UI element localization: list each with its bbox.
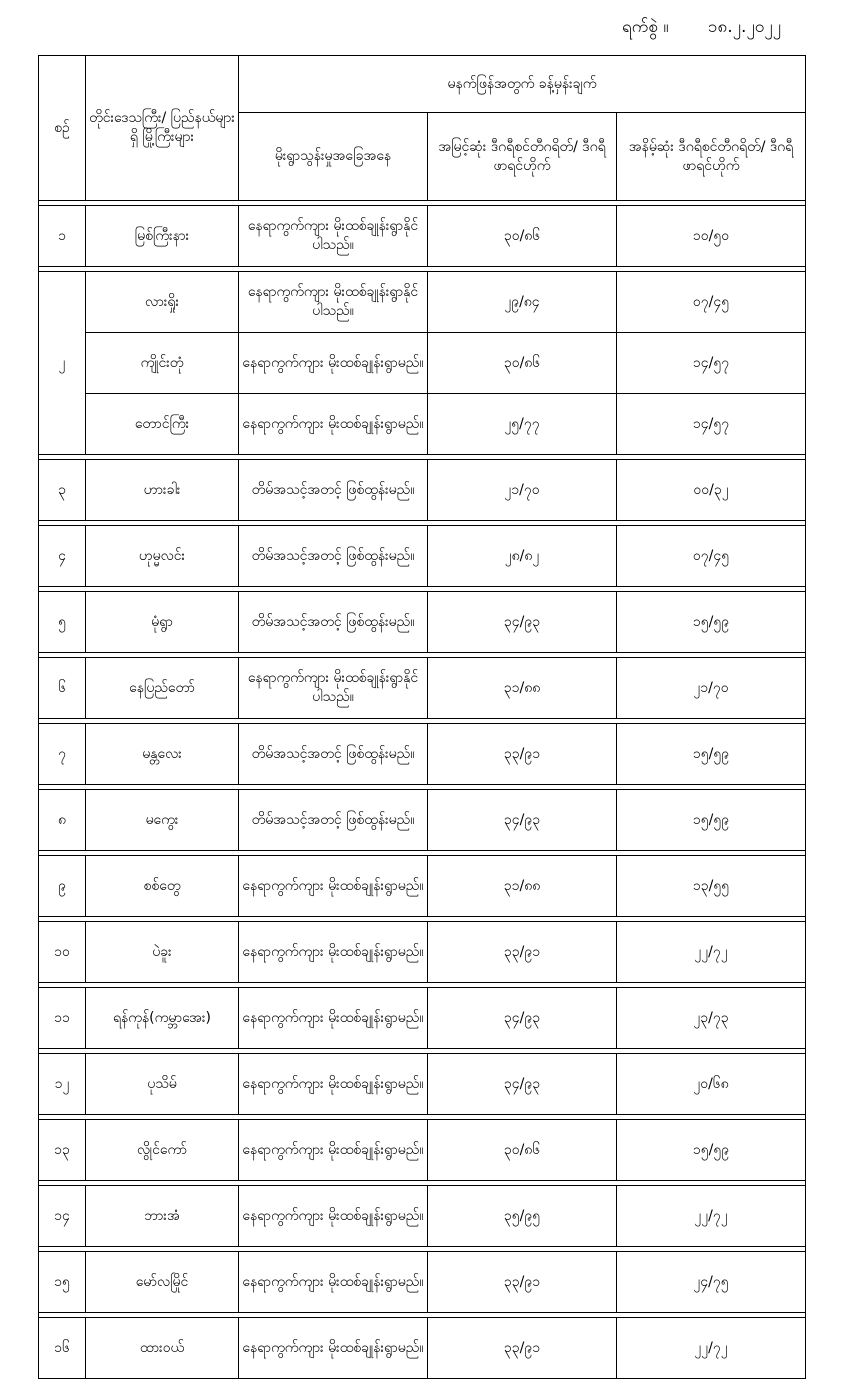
city-cell: ကျိုင်းတုံ <box>86 333 239 394</box>
row-number: ၈ <box>39 790 86 851</box>
row-number: ၁၃ <box>39 1120 86 1181</box>
min-temp-cell: ၁၅/၅၉ <box>617 790 806 851</box>
max-temp-cell: ၃၄/၉၃ <box>428 988 617 1049</box>
table-row <box>39 1120 806 1181</box>
condition-cell: နေရာကွက်ကျား မိုးထစ်ချုန်းရွာနိုင်ပါသည်။ <box>239 658 428 719</box>
city-cell: ဟုမ္မလင်း <box>86 526 239 587</box>
city-cell: မုံရွာ <box>86 592 239 653</box>
column-header-region: တိုင်းဒေသကြီး/ ပြည်နယ်များရှိ မြို့ကြီးများ <box>86 56 239 201</box>
max-temp-cell: ၃၀/၈၆ <box>428 1120 617 1181</box>
max-temp-cell: ၂၈/၈၂ <box>428 526 617 587</box>
condition-cell: နေရာကွက်ကျား မိုးထစ်ချုန်းရွာနိုင်ပါသည်။ <box>239 272 428 333</box>
table-row <box>39 1186 806 1247</box>
city-cell: ဘားအံ <box>86 1186 239 1247</box>
city-cell: တောင်ကြီး <box>86 394 239 455</box>
table-row <box>39 856 806 917</box>
date-line <box>622 16 781 41</box>
table-row <box>39 206 806 267</box>
min-temp-cell: ၂၀/၆၈ <box>617 1054 806 1115</box>
city-cell: ထားဝယ် <box>86 1318 239 1379</box>
max-temp-cell: ၃၀/၈၆ <box>428 206 617 267</box>
max-temp-cell: ၂၅/၇၇ <box>428 394 617 455</box>
min-temp-cell: ၂၂/၇၂ <box>617 1186 806 1247</box>
city-cell: စစ်တွေ <box>86 856 239 917</box>
column-header-forecast-group: မနက်ဖြန်အတွက် ခန့်မှန်းချက် <box>239 56 806 113</box>
condition-cell: နေရာကွက်ကျား မိုးထစ်ချုန်းရွာမည်။ <box>239 1252 428 1313</box>
min-temp-cell: ၂၁/၇၀ <box>617 658 806 719</box>
row-number: ၃ <box>39 460 86 521</box>
max-temp-cell: ၃၃/၉၁ <box>428 1252 617 1313</box>
row-number: ၆ <box>39 658 86 719</box>
condition-cell: နေရာကွက်ကျား မိုးထစ်ချုန်းရွာမည်။ <box>239 1186 428 1247</box>
row-number: ၁၆ <box>39 1318 86 1379</box>
city-cell: လွိုင်ကော် <box>86 1120 239 1181</box>
condition-cell: နေရာကွက်ကျား မိုးထစ်ချုန်းရွာမည်။ <box>239 333 428 394</box>
max-temp-cell: ၃၃/၉၁ <box>428 724 617 785</box>
city-cell: မကွေး <box>86 790 239 851</box>
table-row <box>39 460 806 521</box>
column-header-no: စဉ် <box>39 56 86 201</box>
min-temp-cell: ၀၇/၄၅ <box>617 272 806 333</box>
min-temp-cell: ၂၃/၇၃ <box>617 988 806 1049</box>
row-number: ၁၁ <box>39 988 86 1049</box>
table-row <box>39 333 806 394</box>
condition-cell: နေရာကွက်ကျား မိုးထစ်ချုန်းရွာမည်။ <box>239 922 428 983</box>
city-cell: ဟားခါး <box>86 460 239 521</box>
table-row <box>39 272 806 333</box>
min-temp-cell: ၁၅/၅၉ <box>617 1120 806 1181</box>
max-temp-cell: ၂၁/၇၀ <box>428 460 617 521</box>
min-temp-cell: ၁၄/၅၇ <box>617 394 806 455</box>
row-number: ၄ <box>39 526 86 587</box>
table-row <box>39 394 806 455</box>
condition-cell: နေရာကွက်ကျား မိုးထစ်ချုန်းရွာမည်။ <box>239 1054 428 1115</box>
row-number: ၁၅ <box>39 1252 86 1313</box>
table-row <box>39 922 806 983</box>
min-temp-cell: ၁၄/၅၇ <box>617 333 806 394</box>
row-number: ၁၄ <box>39 1186 86 1247</box>
column-header-min-temp: အနိမ့်ဆုံး ဒီဂရီစင်တီဂရိတ်/ ဒီဂရီဖာရင်ဟိုက် <box>617 113 806 201</box>
city-cell: မန္တလေး <box>86 724 239 785</box>
condition-cell: နေရာကွက်ကျား မိုးထစ်ချုန်းရွာနိုင်ပါသည်။ <box>239 206 428 267</box>
table-row <box>39 988 806 1049</box>
table-row <box>39 1054 806 1115</box>
max-temp-cell: ၃၄/၉၃ <box>428 790 617 851</box>
row-number: ၁၂ <box>39 1054 86 1115</box>
min-temp-cell: ၂၂/၇၂ <box>617 1318 806 1379</box>
max-temp-cell: ၃၄/၉၃ <box>428 592 617 653</box>
max-temp-cell: ၃၃/၉၁ <box>428 922 617 983</box>
min-temp-cell: ၀၇/၄၅ <box>617 526 806 587</box>
row-number: ၇ <box>39 724 86 785</box>
forecast-table <box>38 55 806 1379</box>
min-temp-cell: ၁၅/၅၉ <box>617 592 806 653</box>
city-cell: လားရှိုး <box>86 272 239 333</box>
max-temp-cell: ၃၃/၉၁ <box>428 1318 617 1379</box>
min-temp-cell: ၁၀/၅၀ <box>617 206 806 267</box>
table-row <box>39 790 806 851</box>
row-number: ၉ <box>39 856 86 917</box>
min-temp-cell: ၁၃/၅၅ <box>617 856 806 917</box>
row-number: ၁၀ <box>39 922 86 983</box>
max-temp-cell: ၃၄/၉၃ <box>428 1054 617 1115</box>
column-header-max-temp: အမြင့်ဆုံး ဒီဂရီစင်တီဂရိတ်/ ဒီဂရီဖာရင်ဟိုက် <box>428 113 617 201</box>
city-cell: နေပြည်တော် <box>86 658 239 719</box>
table-row <box>39 658 806 719</box>
condition-cell: တိမ်အသင့်အတင့် ဖြစ်ထွန်းမည်။ <box>239 526 428 587</box>
condition-cell: နေရာကွက်ကျား မိုးထစ်ချုန်းရွာမည်။ <box>239 1120 428 1181</box>
city-cell: ပုသိမ် <box>86 1054 239 1115</box>
table-body <box>39 201 806 1379</box>
condition-cell: တိမ်အသင့်အတင့် ဖြစ်ထွန်းမည်။ <box>239 460 428 521</box>
table-row <box>39 1318 806 1379</box>
city-cell: မော်လမြိုင် <box>86 1252 239 1313</box>
date-value: ၁၈.၂.၂၀၂၂ <box>707 17 781 37</box>
condition-cell: တိမ်အသင့်အတင့် ဖြစ်ထွန်းမည်။ <box>239 790 428 851</box>
city-cell: ရန်ကုန်(ကမ္ဘာအေး) <box>86 988 239 1049</box>
max-temp-cell: ၃၁/၈၈ <box>428 658 617 719</box>
table-row <box>39 592 806 653</box>
header-row <box>39 56 806 113</box>
max-temp-cell: ၂၉/၈၄ <box>428 272 617 333</box>
row-number: ၅ <box>39 592 86 653</box>
date-label: ရက်စွဲ ။ <box>622 17 669 37</box>
condition-cell: နေရာကွက်ကျား မိုးထစ်ချုန်းရွာမည်။ <box>239 1318 428 1379</box>
condition-cell: နေရာကွက်ကျား မိုးထစ်ချုန်းရွာမည်။ <box>239 856 428 917</box>
city-cell: မြစ်ကြီးနား <box>86 206 239 267</box>
column-header-condition: မိုးရွာသွန်းမှုအခြေအနေ <box>239 113 428 201</box>
max-temp-cell: ၃၁/၈၈ <box>428 856 617 917</box>
condition-cell: နေရာကွက်ကျား မိုးထစ်ချုန်းရွာမည်။ <box>239 394 428 455</box>
city-cell: ပဲခူး <box>86 922 239 983</box>
min-temp-cell: ၂၄/၇၅ <box>617 1252 806 1313</box>
condition-cell: တိမ်အသင့်အတင့် ဖြစ်ထွန်းမည်။ <box>239 592 428 653</box>
row-number: ၂ <box>39 272 86 455</box>
table-row <box>39 724 806 785</box>
condition-cell: နေရာကွက်ကျား မိုးထစ်ချုန်းရွာမည်။ <box>239 988 428 1049</box>
min-temp-cell: ၀၀/၃၂ <box>617 460 806 521</box>
min-temp-cell: ၁၅/၅၉ <box>617 724 806 785</box>
min-temp-cell: ၂၂/၇၂ <box>617 922 806 983</box>
table-row <box>39 526 806 587</box>
max-temp-cell: ၃၅/၉၅ <box>428 1186 617 1247</box>
row-number: ၁ <box>39 206 86 267</box>
max-temp-cell: ၃၀/၈၆ <box>428 333 617 394</box>
table-row <box>39 1252 806 1313</box>
condition-cell: တိမ်အသင့်အတင့် ဖြစ်ထွန်းမည်။ <box>239 724 428 785</box>
